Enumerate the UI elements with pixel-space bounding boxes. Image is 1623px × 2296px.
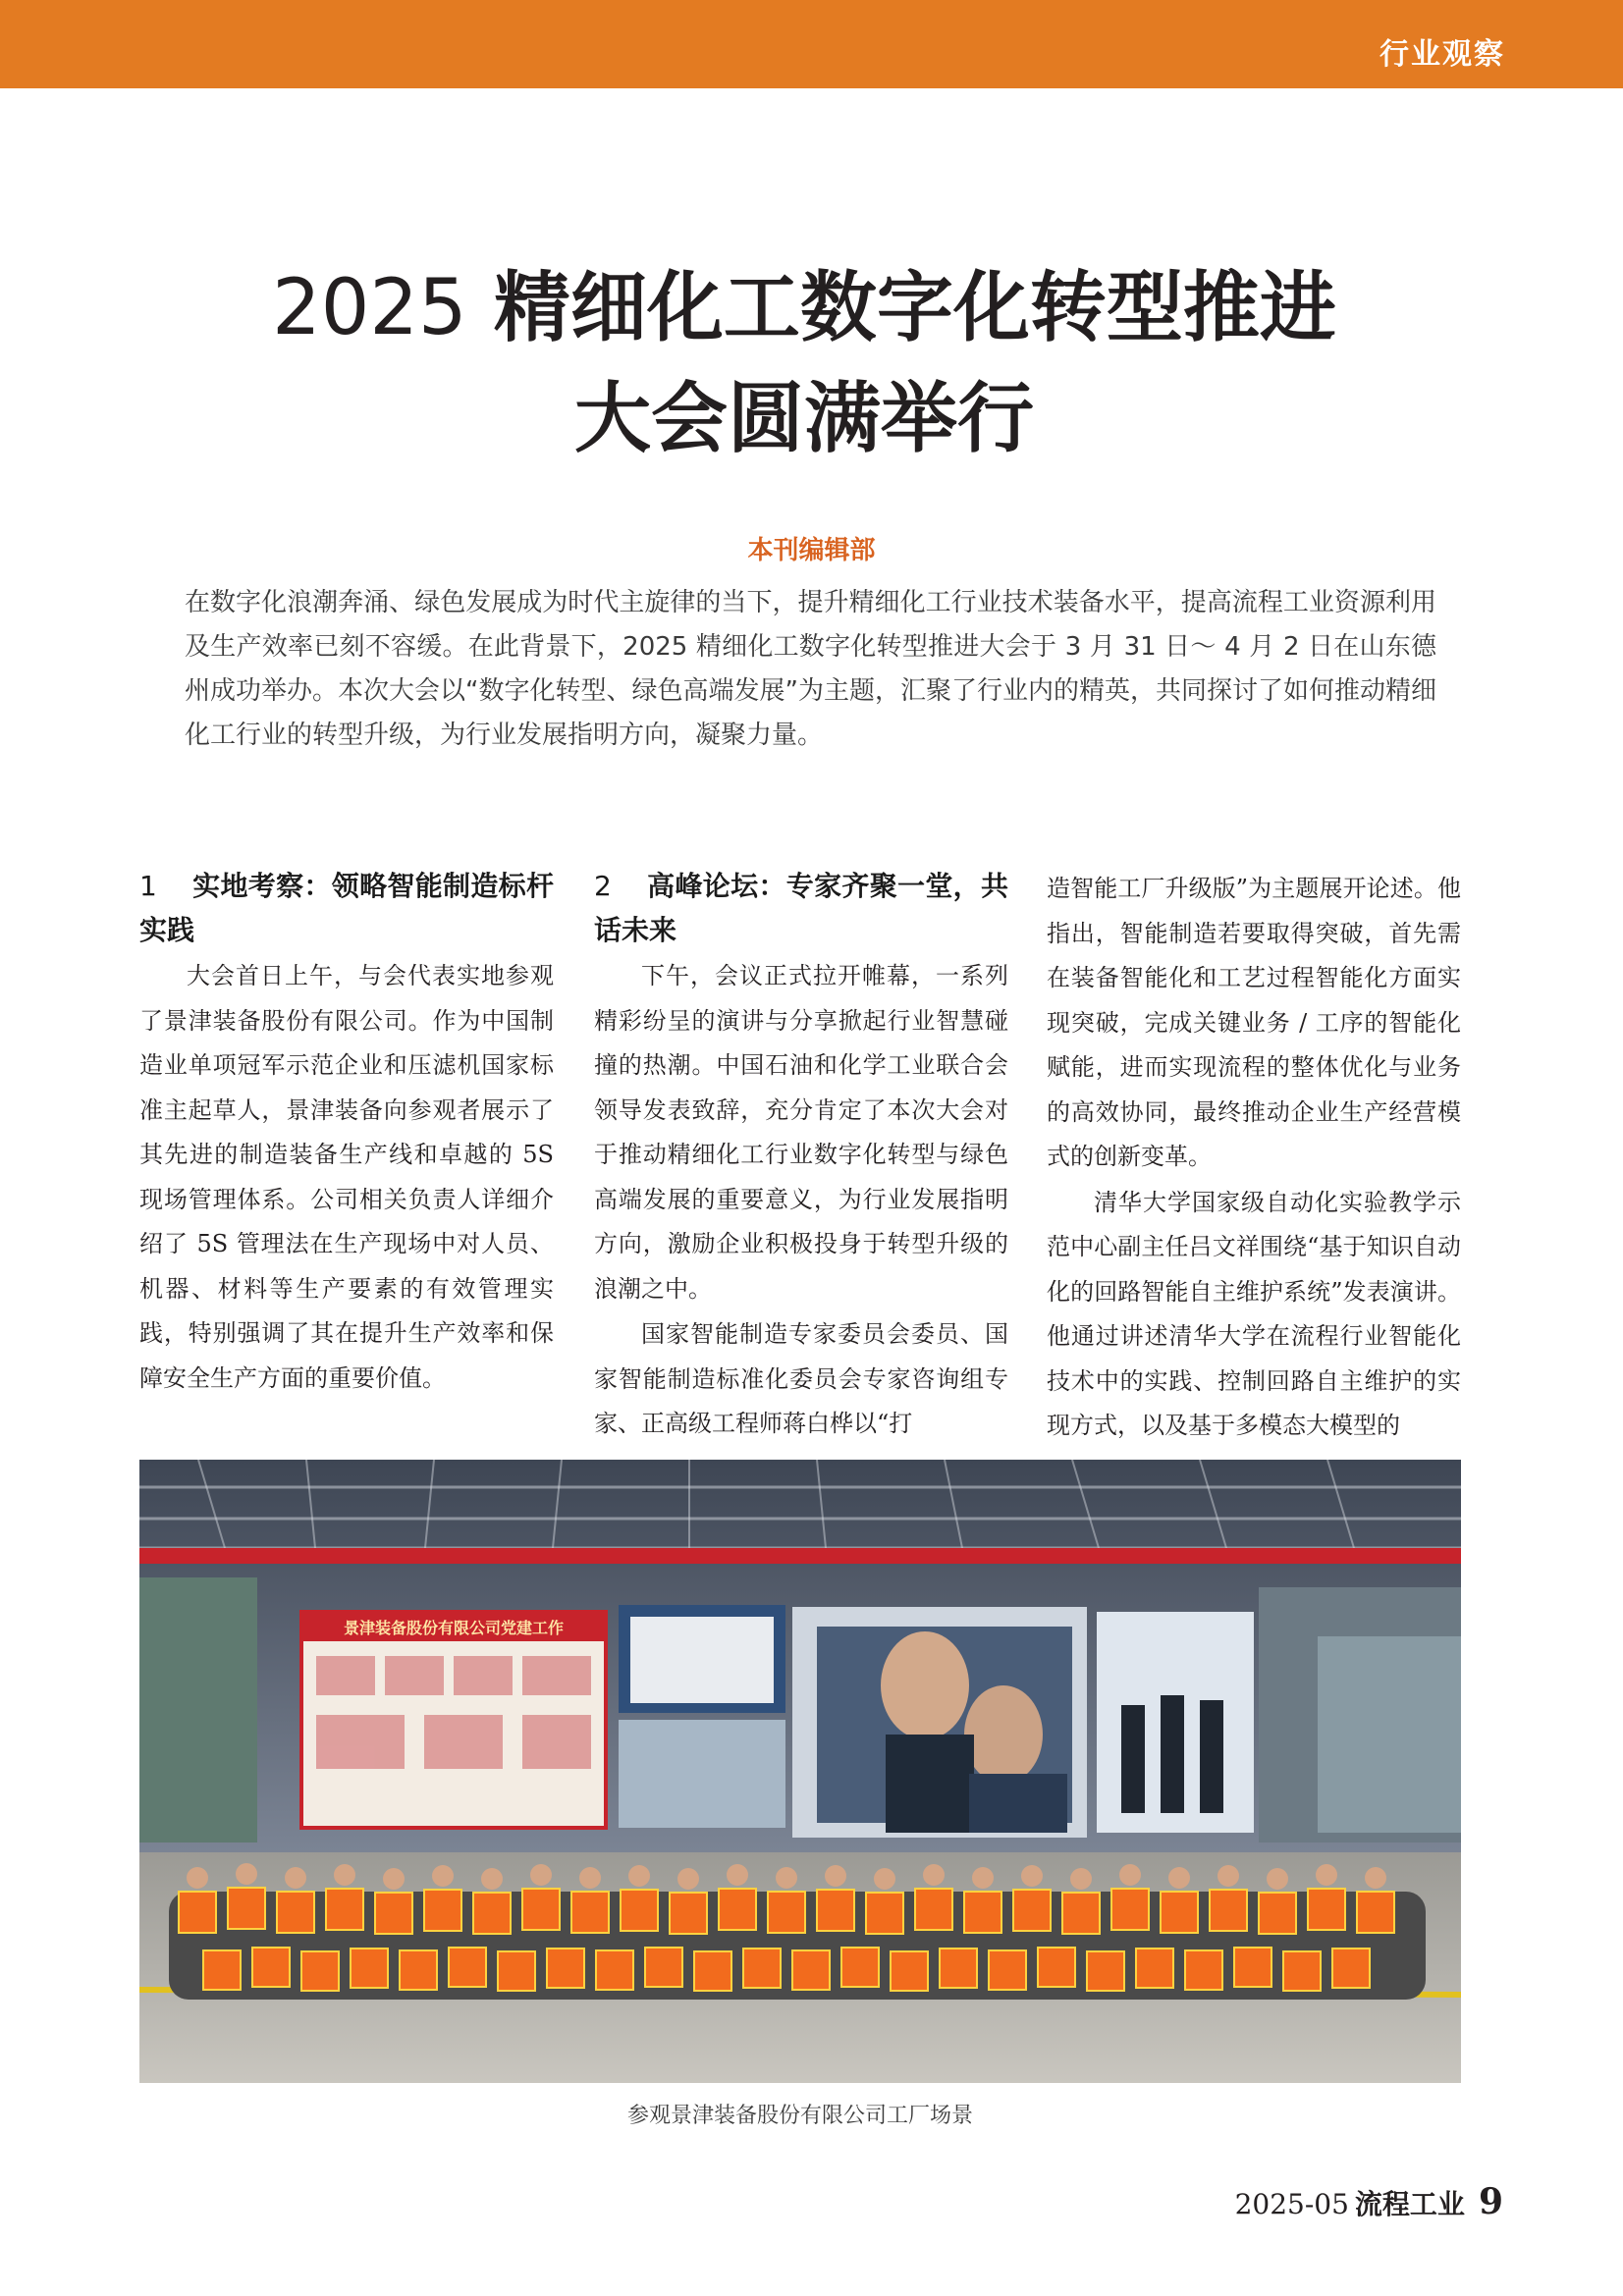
section-number: 2 [594,870,612,902]
column-3 [1047,867,1461,1450]
lead-paragraph: 在数字化浪潮奔涌、绿色发展成为时代主旋律的当下，提升精细化工行业技术装备水平，提高流程工业资源利用及生产效率已刻不容缓。在此背景下，2025 精细化工数字化转型推进大会于 3 月 31 日～ 4 月 2 日在山东德州成功举办。本次大会以“数字化转型、绿色高端发展”为主题，汇聚了行业内的精英，共同探讨了如何推动精细化工行业的转型升级，为行业发展指明方向，凝聚力量。 [185,588,1436,750]
section-number: 1 [139,870,157,902]
section-header-band [0,0,1623,88]
section-tag: 行业观察 [1380,37,1505,72]
article-title [0,255,1623,472]
body-paragraph: 国家智能制造专家委员会委员、国家智能制造标准化委员会专家咨询组专家、正高级工程师蒋白桦以“打 [594,1320,1008,1437]
title-line-1 [0,255,1623,361]
column-1 [139,864,554,1402]
title-line-1-text: 精细化工数字化转型推进 [493,264,1336,352]
banner-text: 景津装备股份有限公司党建工作 [343,1619,565,1637]
byline: 本刊编辑部 [747,536,876,565]
column-2 [594,864,1008,1448]
page-footer [1235,2181,1503,2222]
body-paragraph: 清华大学国家级自动化实验教学示范中心副主任吕文祥围绕“基于知识自动化的回路智能自主维护系统”发表演讲。他通过讲述清华大学在流程行业智能化技术中的实践、控制回路自主维护的实现方式，以及基于多模态大模型的 [1047,1188,1461,1439]
section-heading-text: 实地考察：领略智能制造标杆实践 [139,870,554,946]
photo-caption: 参观景津装备股份有限公司工厂场景 [626,2104,973,2128]
section-heading-text: 高峰论坛：专家齐聚一堂，共话未来 [594,870,1008,946]
body-paragraph: 下午，会议正式拉开帷幕，一系列精彩纷呈的演讲与分享掀起行业智慧碰撞的热潮。中国石油和化学工业联合会领导发表致辞，充分肯定了本次大会对于推动精细化工行业数字化转型与绿色高端发展的重要意义，为行业发展指明方向，激励企业积极投身于转型升级的浪潮之中。 [594,962,1008,1303]
title-year: 2025 [272,264,467,352]
issue-date: 2025-05 [1234,2188,1349,2220]
section-heading-1 [139,864,554,952]
section-heading-2 [594,864,1008,952]
body-paragraph: 大会首日上午，与会代表实地参观了景津装备股份有限公司。作为中国制造业单项冠军示范企业和压滤机国家标准主起草人，景津装备向参观者展示了其先进的制造装备生产线和卓越的 5S 现场管理体系。公司相关负责人详细介绍了 5S 管理法在生产现场中对人员、机器、材料等生产要素的有效管理实践，特别强调了其在提升生产效率和保障安全生产方面的重要价值。 [139,962,554,1392]
factory-group-photo [139,1460,1461,2083]
magazine-name: 流程工业 [1354,2188,1465,2220]
factory-scene-illustration [139,1460,1461,2083]
title-line-2: 大会圆满举行 [573,375,1034,463]
body-paragraph-continued: 造智能工厂升级版”为主题展开论述。他指出，智能制造若要取得突破，首先需在装备智能化和工艺过程智能化方面实现突破，完成关键业务 / 工序的智能化赋能，进而实现流程的整体优化与业务的高效协同，最终推动企业生产经营模式的创新变革。 [1047,875,1461,1170]
page-number: 9 [1478,2181,1503,2222]
